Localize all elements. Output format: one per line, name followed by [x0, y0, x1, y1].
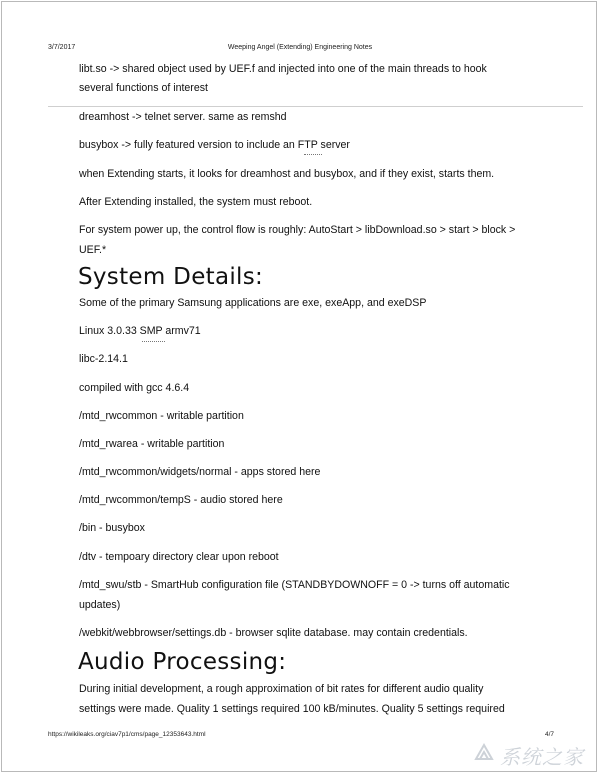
audio-processing-line: settings were made. Quality 1 settings required 100 kB/minutes. Quality 5 settings required [79, 703, 505, 715]
system-detail-line: /mtd_swu/stb - SmartHub configuration file (STANDBYDOWNOFF = 0 -> turns off automatic [79, 579, 510, 591]
spellcheck-underline [304, 153, 322, 155]
paragraph-libt-line-1: libt.so -> shared object used by UEF.f and injected into one of the main threads to hook [79, 63, 487, 75]
system-detail-line: compiled with gcc 4.6.4 [79, 382, 190, 394]
heading-system-details: System Details: [78, 264, 264, 290]
watermark-text: 系统之家 [500, 745, 584, 769]
system-detail-line: /mtd_rwarea - writable partition [79, 438, 225, 450]
system-detail-line: /mtd_rwcommon/tempS - audio stored here [79, 494, 283, 506]
spellcheck-underline [142, 340, 165, 342]
paragraph-libt-line-2: several functions of interest [79, 82, 208, 94]
system-detail-line: /mtd_rwcommon/widgets/normal - apps stored here [79, 466, 321, 478]
system-detail-line: updates) [79, 599, 121, 611]
system-detail-line: Linux 3.0.33 SMP armv71 [79, 325, 201, 337]
paragraph-control-flow-line-2: UEF.* [79, 244, 107, 256]
paragraph-extending-starts: when Extending starts, it looks for dreamhost and busybox, and if they exist, starts them. [79, 168, 495, 180]
heading-audio-processing: Audio Processing: [78, 649, 287, 675]
system-detail-line: /bin - busybox [79, 522, 145, 534]
audio-processing-line: During initial development, a rough approximation of bit rates for different audio quality [79, 683, 484, 695]
paragraph-control-flow-line-1: For system power up, the control flow is roughly: AutoStart > libDownload.so > start > block > [79, 224, 516, 236]
print-date: 3/7/2017 [48, 44, 76, 51]
paragraph-busybox: busybox -> fully featured version to include an FTP server [79, 139, 350, 151]
page-number: 4/7 [545, 731, 555, 738]
paragraph-reboot: After Extending installed, the system must reboot. [79, 196, 313, 208]
footer-url: https://wikileaks.org/ciav7p1/cms/page_12353643.html [48, 731, 206, 738]
system-detail-line: Some of the primary Samsung applications are exe, exeApp, and exeDSP [79, 297, 427, 309]
paragraph-dreamhost: dreamhost -> telnet server. same as remshd [79, 111, 287, 123]
system-detail-line: /dtv - tempoary directory clear upon reboot [79, 551, 279, 563]
system-detail-line: /mtd_rwcommon - writable partition [79, 410, 244, 422]
logo-mark-icon [476, 745, 492, 759]
system-detail-line: /webkit/webbrowser/settings.db - browser sqlite database. may contain credentials. [79, 627, 468, 639]
document-title: Weeping Angel (Extending) Engineering Notes [227, 44, 373, 51]
system-detail-line: libc-2.14.1 [79, 353, 128, 365]
